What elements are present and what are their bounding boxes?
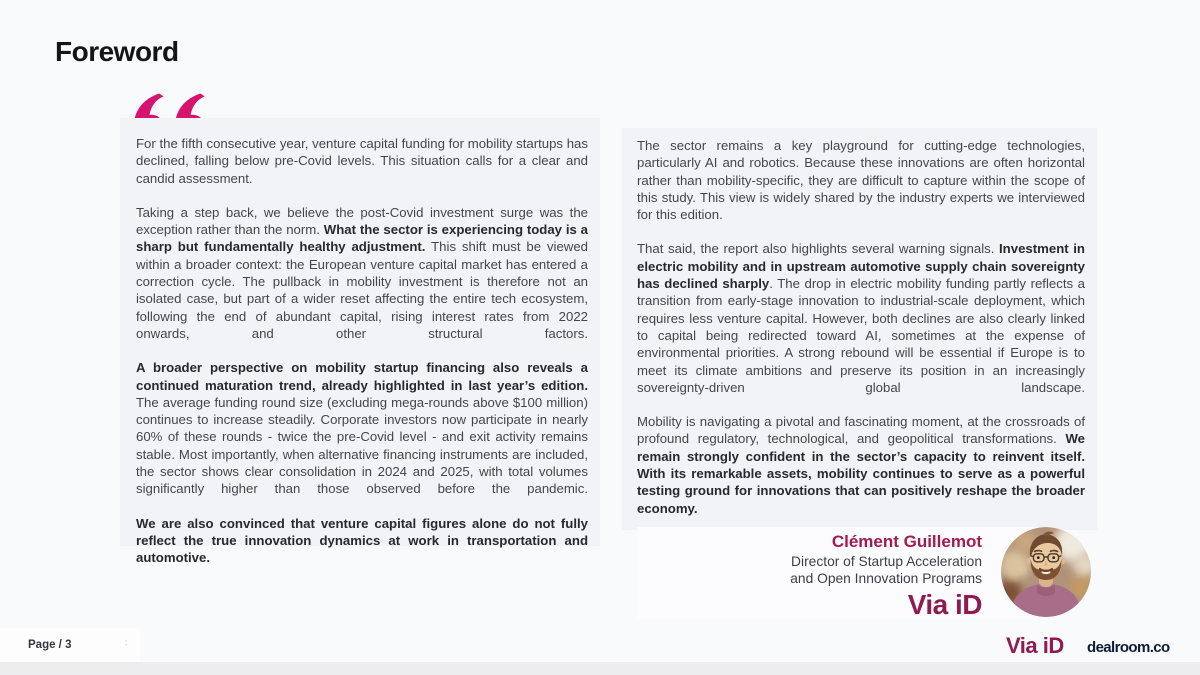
paragraph: The sector remains a key playground for cutting-edge technologies, particularly AI and robotics. Because these innovations are often horizontal rather than mobility-specific, they are difficult to capture within the scope of this study. This view is widely shared by the industry experts we interviewed for this edition. (637, 138, 1085, 223)
left-column-text (136, 135, 588, 567)
bottom-strip (0, 662, 1200, 675)
signature-role-line1: Director of Startup Acceleration (791, 554, 982, 569)
signature-role-line2: and Open Innovation Programs (790, 571, 982, 586)
footer-colon-mark: : (125, 638, 128, 647)
paragraph: We are also convinced that venture capital figures alone do not fully reflect the true innovation dynamics at work in transportation and automotive. (136, 515, 588, 566)
right-column-text (637, 137, 1085, 551)
dealroom-logo: dealroom.co (1087, 639, 1170, 656)
page-title: Foreword (55, 36, 179, 67)
viaid-logo-footer: Via iD (1006, 633, 1064, 658)
portrait-photo (1001, 527, 1091, 617)
paragraph: For the fifth consecutive year, venture capital funding for mobility startups has declined, falling below pre-Covid levels. This situation calls for a clear and candid assessment. (136, 136, 588, 186)
signature-block (637, 531, 982, 621)
viaid-logo-signature: Via iD (907, 589, 982, 620)
paragraph: Mobility is navigating a pivotal and fascinating moment, at the crossroads of profound regulatory, technological, and geopolitical transformations. We remain strongly confident in the sector’s capacity to reinvent itself. With its remarkable assets, mobility continues to serve as a powerful testing ground for innovations that can positively reshape the broader economy. (637, 414, 1085, 516)
paragraph: Taking a step back, we believe the post-Covid investment surge was the exception rather than the norm. What the sector is experiencing today is a sharp but fundamentally healthy adjustment. This shift must be viewed within a broader context: the European venture capital market has entered a correction cycle. The pullback in mobility investment is therefore not an isolated case, but part of a wider reset affecting the entire tech ecosystem, following the end of abundant capital, rising interest rates from 2022 onwards, and other structural factors. (136, 204, 589, 341)
paragraph: That said, the report also highlights several warning signals. Investment in electric mobility and in upstream automotive supply chain sovereignty has declined sharply. The drop in electric mobility funding partly reflects a transition from early-stage innovation to industrial-scale deployment, which requires less venture capital. However, both declines are also clearly linked to capital being redirected toward AI, sometimes at the expense of environmental priorities. A strong rebound will be essential if Europe is to meet its climate ambitions and preserve its position in an increasingly sovereignty-driven global landscape. (637, 241, 1085, 395)
footer-page-number: Page / 3 (28, 639, 72, 651)
paragraph: A broader perspective on mobility startup financing also reveals a continued maturation trend, already highlighted in last year’s edition. The average funding round size (excluding mega-rounds above $100 million) continues to increase steadily. Corporate investors now participate in nearly 60% of these rounds - twice the pre-Covid level - and exit activity remains stable. Most importantly, when alternative financing instruments are included, the sector shows clear consolidation in 2024 and 2025, with total volumes significantly higher than those observed before the pandemic. (136, 360, 588, 497)
signature-name: Clément Guillemot (831, 532, 982, 551)
